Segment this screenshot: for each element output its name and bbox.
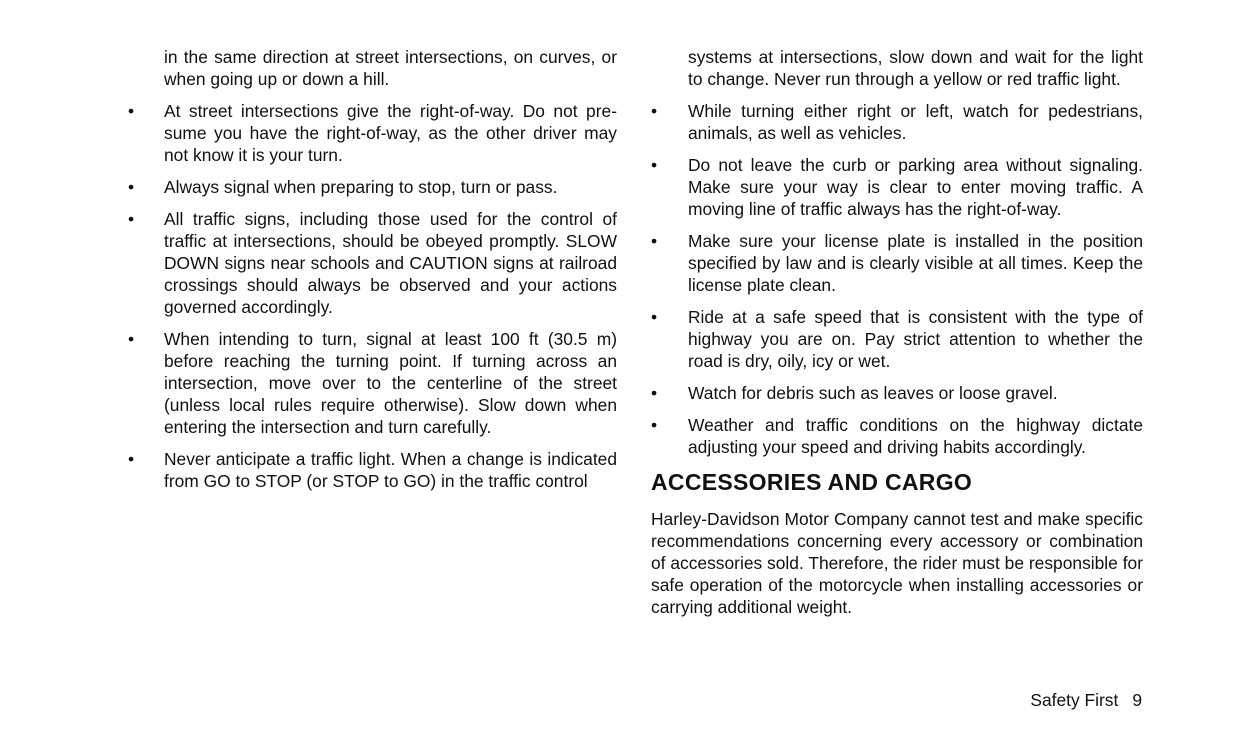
list-item-text: All traffic signs, including those used for the control of traffic at intersections, should be obeyed promptly. SLOW DOWN signs near schools and CAUTION signs at railroad crossings should always be observed and your actions governed accordingly.	[164, 209, 617, 317]
list-item	[651, 382, 1143, 404]
list-item-text: Weather and traffic conditions on the highway dictate adjusting your speed and driving habits accordingly.	[688, 415, 1143, 457]
list-item-text: Never anticipate a traffic light. When a change is indicated from GO to STOP (or STOP to GO) in the traffic control	[164, 449, 617, 491]
section-body-text: Harley-Davidson Motor Company cannot test and make specific recommendations concerning every accessory or combination of accessories sold. Therefore, the rider must be responsible for safe operation of the motorcycle when installing accessories or carrying additional weight.	[651, 509, 1143, 617]
bullet-marker: •	[128, 329, 135, 349]
footer-section-name: Safety First	[1030, 690, 1119, 710]
list-item-text: Do not leave the curb or parking area without signaling. Make sure your way is clear to enter moving traffic. A moving line of traffic always has the right-of-way.	[688, 155, 1143, 219]
page-number: 9	[1132, 690, 1142, 710]
list-item	[128, 208, 617, 318]
list-item	[128, 176, 617, 198]
right-continuation-text: systems at intersections, slow down and wait for the light to change. Never run through a yellow or red traffic light.	[688, 47, 1143, 89]
list-item-text: Always signal when preparing to stop, turn or pass.	[164, 177, 558, 197]
bullet-marker: •	[651, 415, 658, 435]
list-item	[651, 154, 1143, 220]
bullet-marker: •	[651, 307, 658, 327]
bullet-marker: •	[128, 177, 135, 197]
list-item-text: At street intersections give the right-of-way. Do not presume you have the right-of-way, as the other driver may not know it is your turn.	[164, 101, 617, 165]
right-column	[651, 46, 1143, 618]
bullet-marker: •	[128, 449, 135, 469]
bullet-marker: •	[128, 101, 135, 121]
list-item	[128, 328, 617, 438]
bullet-marker: •	[128, 209, 135, 229]
bullet-marker: •	[651, 155, 658, 175]
list-item	[128, 100, 617, 166]
list-item	[651, 100, 1143, 144]
list-item-text: Make sure your license plate is installed in the position specified by law and is clearly visible at all times. Keep the license plate clean.	[688, 231, 1143, 295]
list-item	[651, 306, 1143, 372]
left-continuation-text: in the same direction at street intersections, on curves, or when going up or down a hill.	[164, 47, 617, 89]
list-item	[128, 448, 617, 492]
list-item-text: While turning either right or left, watch for pedestrians, animals, as well as vehicles.	[688, 101, 1143, 143]
section-heading: ACCESSORIES AND CARGO	[651, 469, 973, 495]
left-column	[128, 46, 617, 502]
list-item	[651, 414, 1143, 458]
bullet-marker: •	[651, 101, 658, 121]
bullet-marker: •	[651, 383, 658, 403]
list-item-text: When intending to turn, signal at least 100 ft (30.5 m) before reaching the turning point. If turning across an intersection, move over to the centerline of the street (unless local rules require otherwise). Slow down when entering the intersection and turn carefully.	[164, 329, 617, 437]
bullet-marker: •	[651, 231, 658, 251]
list-item	[651, 230, 1143, 296]
list-item-text: Ride at a safe speed that is consistent with the type of highway you are on. Pay strict attention to whether the road is dry, oily, icy or wet.	[688, 307, 1143, 371]
right-bullet-list	[651, 100, 1143, 458]
left-bullet-list	[128, 100, 617, 492]
list-item-text: Watch for debris such as leaves or loose gravel.	[688, 383, 1058, 403]
page-footer	[1030, 689, 1142, 711]
